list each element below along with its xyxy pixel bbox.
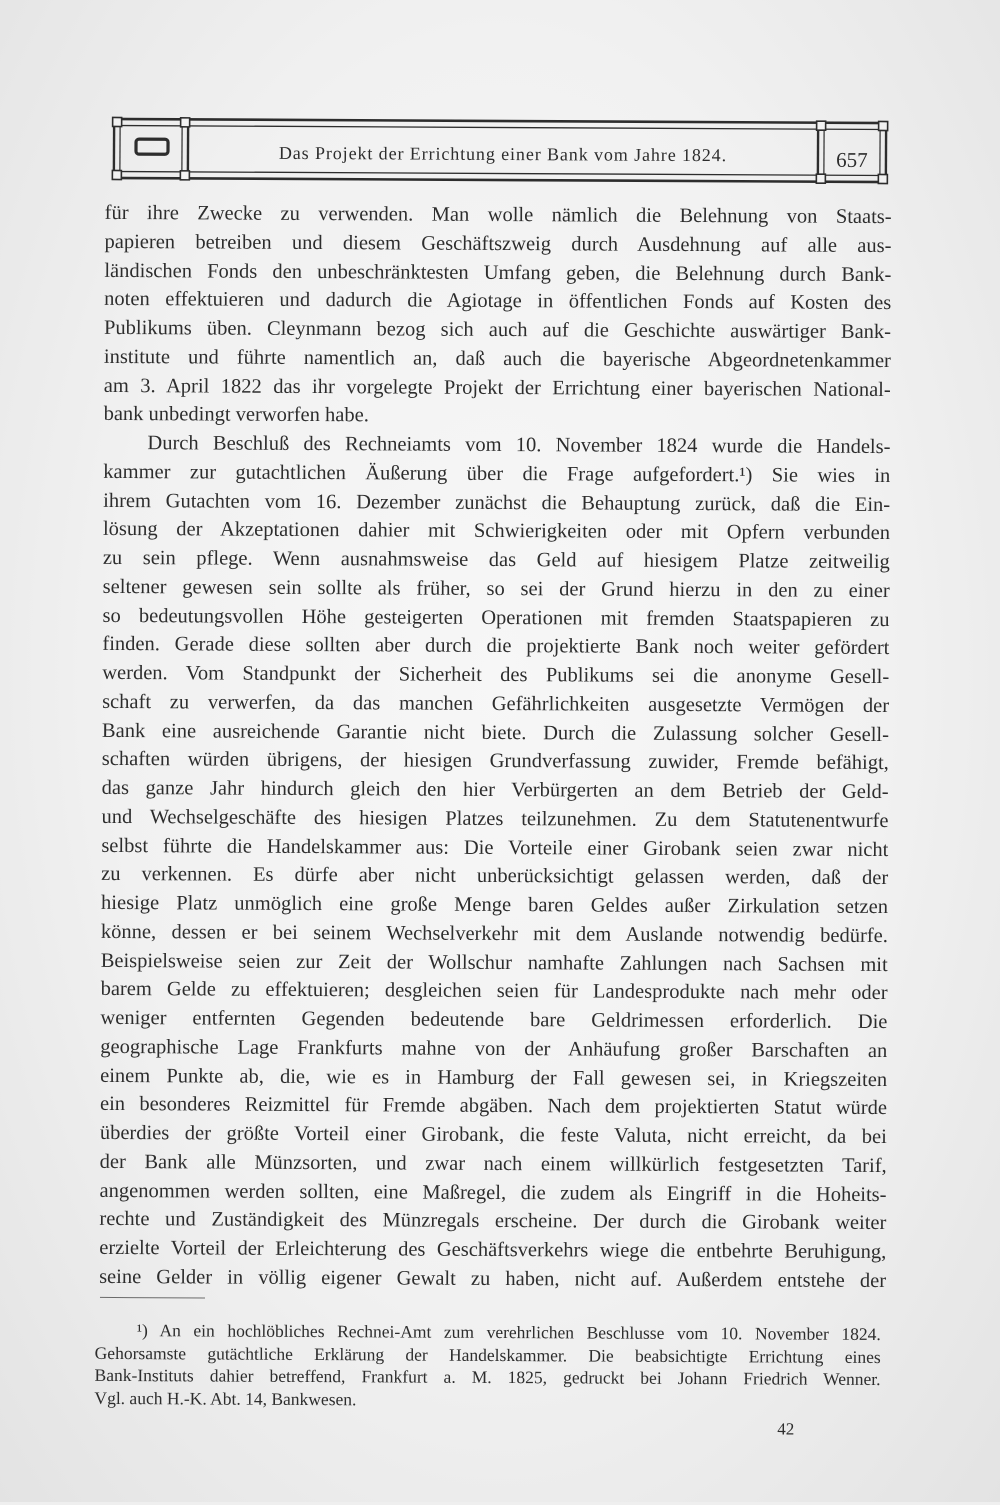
paragraph	[99, 429, 891, 1296]
body-line: finden. Gerade diese sollten aber durch die projektierte Bank noch weiter gefördert	[102, 630, 889, 663]
footnote	[94, 1319, 880, 1413]
footnote-line: ¹) An ein hochlöbliches Rechnei-Amt zum verehrlichen Beschlusse vom 10. November 1824.	[95, 1319, 881, 1346]
corner-square	[817, 121, 826, 130]
corner-square	[879, 121, 888, 130]
body-line: bank unbedingt verworfen habe.	[104, 400, 891, 433]
corner-square	[113, 117, 122, 126]
corner-square	[816, 174, 825, 183]
body-line: schaft zu verwerfen, da das manchen Gefährlichkeiten ausgesetzte Vermögen der	[102, 688, 889, 721]
body-line: so bedeutungsvollen Höhe gesteigerten Operationen mit fremden Staatspapieren zu	[102, 601, 889, 634]
body-line: Publikums üben. Cleynmann bezog sich auch auf die Geschichte auswärtiger Bank-	[104, 314, 891, 347]
body-text	[99, 199, 892, 1296]
body-line: Durch Beschluß des Rechneiamts vom 10. November 1824 wurde die Handels-	[103, 429, 890, 462]
paragraph	[104, 199, 892, 433]
corner-square	[878, 174, 887, 183]
body-line: werden. Vom Standpunkt der Sicherheit des Publikums sei die anonyme Gesell-	[102, 659, 889, 692]
corner-square	[181, 118, 190, 127]
body-line: überdies der größte Vorteil einer Girobank, die feste Valuta, nicht erreicht, da bei	[100, 1119, 887, 1152]
body-line: angenommen werden sollten, eine Maßregel, die zudem als Eingriff in die Hoheits-	[99, 1176, 886, 1209]
body-line: Beispielsweise seien zur Zeit der Wollschur namhafte Zahlungen nach Sachsen mit	[101, 946, 888, 979]
footnote-line: Gehorsamste gutächtliche Erklärung der Handelskammer. Die beabsichtigte Errichtung eines	[95, 1341, 881, 1368]
body-line: einem Punkte ab, die, wie es in Hamburg der Fall gewesen sei, in Kriegszeiten	[100, 1061, 887, 1094]
body-line: rechte und Zuständigkeit des Münzregals erscheine. Der durch die Girobank weiter	[99, 1205, 886, 1238]
body-line: selbst führte die Handelskammer aus: Die Vorteile einer Girobank seien zwar nicht	[101, 831, 888, 864]
running-title: Das Projekt der Errichtung einer Bank vom Jahre 1824.	[190, 139, 816, 168]
body-line: ihrem Gutachten vom 16. Dezember zunächst die Behauptung zurück, daß die Ein-	[103, 486, 890, 519]
corner-square	[112, 170, 121, 179]
body-line: noten effektuieren und dadurch die Agiotage in öffentlichen Fonds auf Kosten des	[104, 285, 891, 318]
body-line: zu verkennen. Es dürfe aber nicht unberücksichtigt gelassen werden, daß der	[101, 860, 888, 893]
body-line: lösung der Akzeptationen dahier mit Schwierigkeiten oder mit Opfern verbunden	[103, 515, 890, 548]
body-line: das ganze Jahr hindurch gleich den hier Verbürgerten an dem Betrieb der Geld-	[102, 774, 889, 807]
body-line: kammer zur gutachtlichen Äußerung über die Frage aufgefordert.¹) Sie wies in	[103, 458, 890, 491]
body-line: hiesige Platz unmöglich eine große Menge baren Geldes außer Zirkulation setzen	[101, 889, 888, 922]
body-line: weniger entfernten Gegenden bedeutende bare Geldrimessen erforderlich. Die	[100, 1004, 887, 1037]
footnote-line: Vgl. auch H.-K. Abt. 14, Bankwesen.	[94, 1387, 880, 1414]
body-line: papieren betreiben und diesem Geschäftszweig durch Ausdehnung auf alle aus-	[104, 228, 891, 261]
body-line: geographische Lage Frankfurts mahne von der Anhäufung großer Barschaften an	[100, 1033, 887, 1066]
body-line: am 3. April 1822 das ihr vorgelegte Projekt der Errichtung einer bayerischen National-	[104, 371, 891, 404]
corner-square	[180, 171, 189, 180]
body-line: zu sein pflege. Wenn ausnahmsweise das Geld auf hiesigem Platze zeitweilig	[103, 544, 890, 577]
body-line: institute und führte namentlich an, daß auch die bayerische Abgeordnetenkammer	[104, 343, 891, 376]
footnote-line: Bank-Instituts dahier betreffend, Frankfurt a. M. 1825, gedruckt bei Johann Friedrich Wenner.	[95, 1364, 881, 1391]
body-line: könne, dessen er bei seinem Wechselverkehr mit dem Auslande notwendig bedürfe.	[101, 918, 888, 951]
page-number: 657	[824, 145, 880, 173]
body-line: und Wechselgeschäfte des hiesigen Platzes teilzunehmen. Zu dem Statutenentwurfe	[101, 803, 888, 836]
body-line: seltener gewesen sein sollte als früher, so sei der Grund hierzu in den zu einer	[103, 573, 890, 606]
body-line: schaften würden übrigens, der hiesigen Grundverfassung zuwider, Fremde befähigt,	[102, 745, 889, 778]
body-line: der Bank alle Münzsorten, und zwar nach einem willkürlich festgesetzten Tarif,	[100, 1148, 887, 1181]
body-line: barem Gelde zu effektuieren; desgleichen seien für Landesprodukte nach mehr oder	[101, 975, 888, 1008]
footnote-rule	[100, 1297, 205, 1299]
body-line: erzielte Vorteil der Erleichterung des Geschäftsverkehrs wiege die entbehrte Beruhigung,	[99, 1234, 886, 1267]
body-line: für ihre Zwecke zu verwenden. Man wolle nämlich die Belehnung von Staats-	[105, 199, 892, 232]
body-line: seine Gelder in völlig eigener Gewalt zu haben, nicht auf. Außerdem entstehe der	[99, 1263, 886, 1296]
rectangle-icon	[136, 139, 168, 154]
body-line: ländischen Fonds den unbeschränktesten Umfang geben, die Belehnung durch Bank-	[104, 256, 891, 289]
body-line: ein besonderes Reizmittel für Fremde abgäben. Nach dem projektierten Statut würde	[100, 1090, 887, 1123]
body-line: Bank eine ausreichende Garantie nicht biete. Durch die Zulassung solcher Gesell-	[102, 716, 889, 749]
signature-mark: 42	[777, 1418, 794, 1440]
